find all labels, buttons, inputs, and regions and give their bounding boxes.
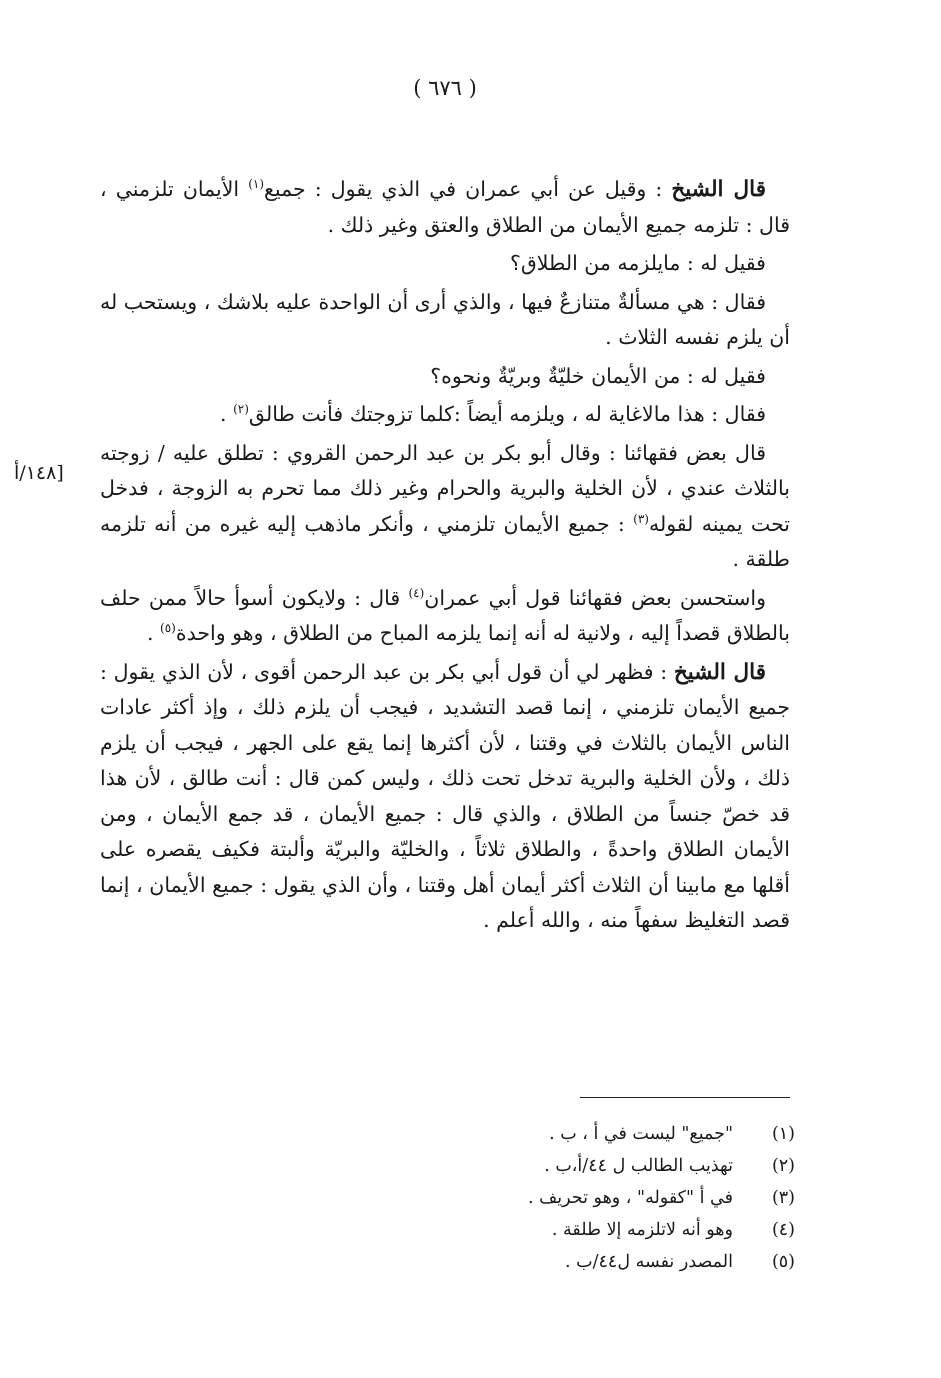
paragraph-text: فقال : هذا مالاغاية له ، ويلزمه أيضاً :كلما تزوجتك فأنت طالق	[248, 402, 766, 426]
footnote-number: (٥)	[771, 1252, 795, 1272]
paragraph-4	[100, 359, 790, 395]
footnote-text: وهو أنه لاتلزمه إلا طلقة .	[551, 1220, 733, 1240]
footnote-ref: (٢)	[233, 402, 249, 416]
footnote-text: تهذيب الطالب ل ٤٤/أ،ب .	[544, 1156, 733, 1176]
page-number: ( ٦٧٦ )	[413, 76, 477, 100]
paragraph-text: .	[220, 402, 234, 426]
footnote-number: (١)	[771, 1124, 795, 1144]
footnote-ref: (٥)	[160, 621, 176, 635]
footnote-item	[300, 1118, 795, 1150]
paragraph-text: قال بعض فقهائنا : وقال أبو بكر بن عبد الرحمن القروي : تطلق عليه / زوجته بالثلاث عندي ، لأن الخلية والبرية والحرام وغير ذلك مما تحرم به الزوجة ، فدخل تحت يمينه لقوله	[100, 440, 791, 536]
paragraph-5	[100, 397, 790, 433]
paragraph-7	[100, 581, 790, 652]
paragraph-text: الأيمان تلزمني ، قال : تلزمه جميع الأيمان من الطلاق والعتق وغير ذلك .	[100, 177, 790, 237]
footnotes	[300, 1118, 795, 1278]
paragraph-1	[100, 172, 790, 243]
paragraph-text: : وقيل عن أبي عمران في الذي يقول : جميع	[264, 177, 672, 201]
paragraph-text: .	[146, 621, 161, 645]
paragraph-text: فقيل له : مايلزمه من الطلاق؟	[510, 251, 766, 275]
paragraph-text: فقيل له : من الأيمان خليّةٌ وبريّةٌ ونحوه؟	[430, 363, 766, 388]
footnote-divider	[580, 1097, 790, 1098]
footnote-item	[300, 1214, 795, 1246]
footnote-text: "جميع" ليست في أ ، ب .	[549, 1124, 733, 1144]
footnote-text: في أ "كقوله" ، وهو تحريف .	[528, 1188, 733, 1208]
margin-folio-note: [١٤٨/أ	[14, 462, 64, 484]
paragraph-text: : جميع الأيمان تلزمني ، وأنكر ماذهب إليه غيره من أنه تلزمه طلقة .	[100, 511, 790, 571]
footnote-item	[300, 1246, 795, 1278]
paragraph-3	[100, 285, 790, 356]
footnote-number: (٢)	[771, 1156, 795, 1176]
footnote-ref: (٣)	[633, 511, 649, 526]
speaker-label: قال الشيخ	[673, 659, 766, 685]
footnote-number: (٤)	[771, 1220, 795, 1240]
footnote-text: المصدر نفسه ل٤٤/ب .	[565, 1252, 733, 1272]
footnote-ref: (٤)	[408, 585, 425, 600]
footnote-ref: (١)	[248, 177, 265, 191]
main-text	[100, 172, 790, 942]
paragraph-8	[100, 655, 790, 939]
speaker-label: قال الشيخ	[671, 177, 766, 202]
footnote-item	[300, 1150, 795, 1182]
paragraph-text: فقال : هي مسألةٌ متنازعٌ فيها ، والذي أرى أن الواحدة عليه بلاشك ، ويستحب له أن يلزم نفسه الثلاث .	[100, 289, 790, 349]
paragraph-2	[100, 246, 790, 282]
paragraph-text: : فظهر لي أن قول أبي بكر بن عبد الرحمن أقوى ، لأن الذي يقول : جميع الأيمان تلزمني ، إنما قصد التشديد ، فيجب أن يلزم ذلك ، وإذ أكثر عادات الناس الأيمان بالثلاث في وقتنا ، لأن أكثرها إنما يقع على الجهر ، فيجب أن يلزم ذلك ، ولأن الخلية والبرية تدخل تحت ذلك ، وليس كمن قال : أنت طالق ، لأن هذا قد خصّ جنساً من الطلاق ، والذي قال : جميع الأيمان ، قد جمع الأيمان ، ومن الأيمان الطلاق واحدةً ، والطلاق ثلاثاً ، والخليّة والبريّة وألبتة فكيف يقصره على أقلها مع مابينا أن الثلاث أكثر أيمان أهل وقتنا ، وأن الذي يقول : جميع الأيمان ، إنما قصد التغليظ سفهاً منه ، والله أعلم .	[100, 659, 790, 932]
paragraph-text: واستحسن بعض فقهائنا قول أبي عمران	[424, 585, 767, 610]
paragraph-6	[100, 436, 790, 578]
footnote-item	[300, 1182, 795, 1214]
footnote-number: (٣)	[771, 1188, 795, 1208]
paragraph-text: قال : ولايكون أسوأ حالاً ممن حلف بالطلاق قصداً إليه ، ولانية له أنه إنما يلزمه المباح من الطلاق ، وهو واحدة	[100, 585, 790, 645]
